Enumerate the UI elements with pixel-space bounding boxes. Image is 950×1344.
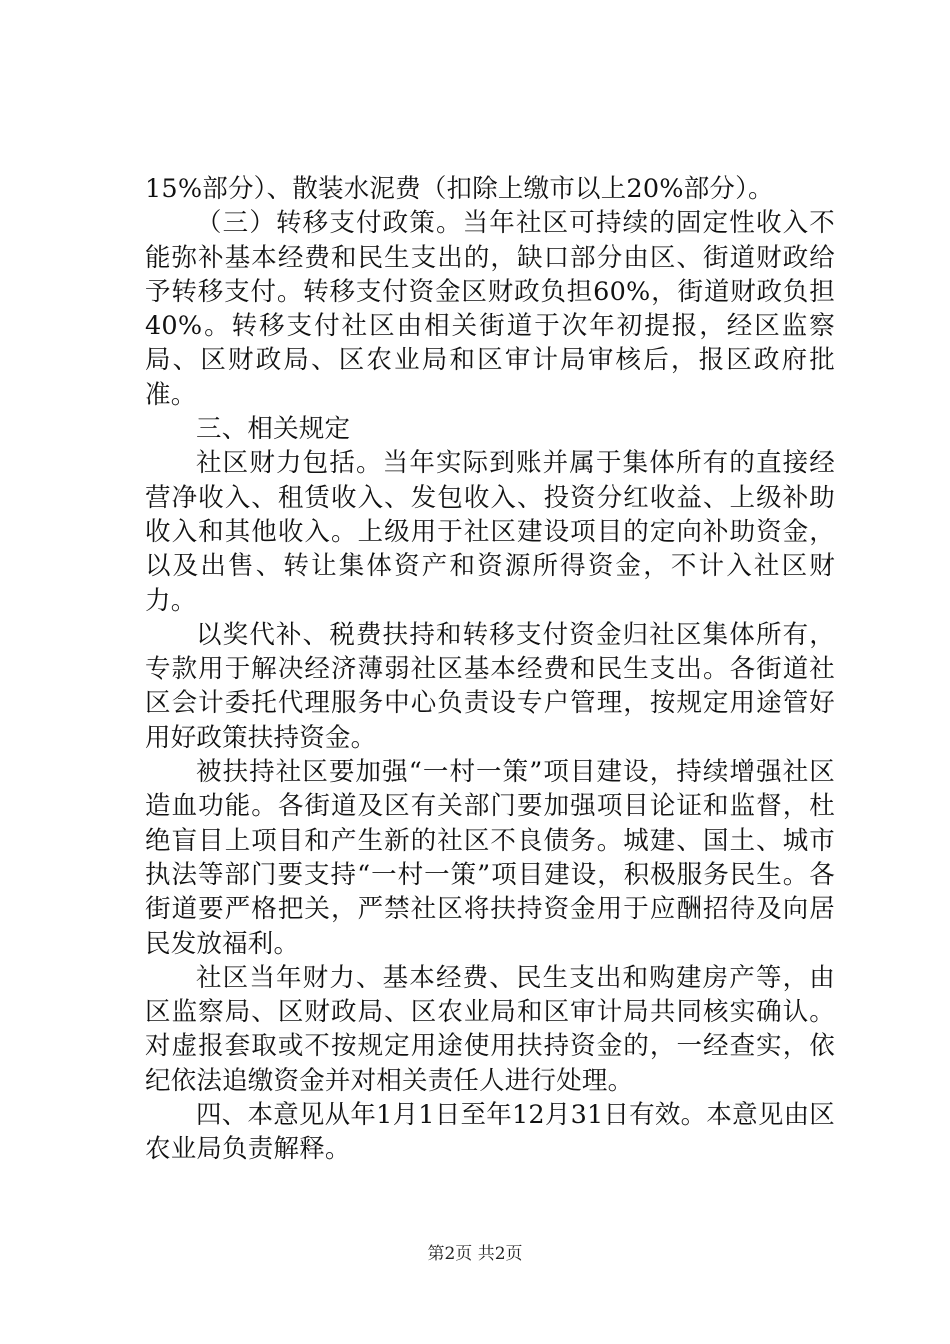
- paragraph-2: （三）转移支付政策。当年社区可持续的固定性收入不能弥补基本经费和民生支出的，缺口部分由区、街道财政给予转移支付。转移支付资金区财政负担60%，街道财政负担40%。转移支付社区由相关街道于次年初提报，经区监察局、区财政局、区农业局和区审计局审核后，报区政府批准。: [145, 208, 835, 410]
- paragraph-7: 社区当年财力、基本经费、民生支出和购建房产等，由区监察局、区财政局、区农业局和区审计局共同核实确认。对虚报套取或不按规定用途使用扶持资金的，一经查实，依纪依法追缴资金并对相关责任人进行处理。: [145, 962, 835, 1096]
- document-body: [145, 172, 835, 1167]
- paragraph-1: 15%部分）、散装水泥费（扣除上缴市以上20%部分）。: [145, 174, 774, 204]
- page-footer: 第2页 共2页: [427, 1244, 523, 1264]
- paragraph-4: 社区财力包括。当年实际到账并属于集体所有的直接经营净收入、租赁收入、发包收入、投资分红收益、上级补助收入和其他收入。上级用于社区建设项目的定向补助资金，以及出售、转让集体资产和资源所得资金，不计入社区财力。: [145, 448, 835, 616]
- paragraph-6: 被扶持社区要加强“一村一策”项目建设，持续增强社区造血功能。各街道及区有关部门要加强项目论证和监督，杜绝盲目上项目和产生新的社区不良债务。城建、国土、城市执法等部门要支持“一村一策”项目建设，积极服务民生。各街道要严格把关，严禁社区将扶持资金用于应酬招待及向居民发放福利。: [145, 757, 835, 959]
- section-heading-3: 三、相关规定: [196, 414, 351, 445]
- paragraph-5: 以奖代补、税费扶持和转移支付资金归社区集体所有，专款用于解决经济薄弱社区基本经费和民生支出。各街道社区会计委托代理服务中心负责设专户管理，按规定用途管好用好政策扶持资金。: [145, 619, 835, 753]
- paragraph-8: 四、本意见从年1月1日至年12月31日有效。本意见由区农业局负责解释。: [145, 1100, 835, 1165]
